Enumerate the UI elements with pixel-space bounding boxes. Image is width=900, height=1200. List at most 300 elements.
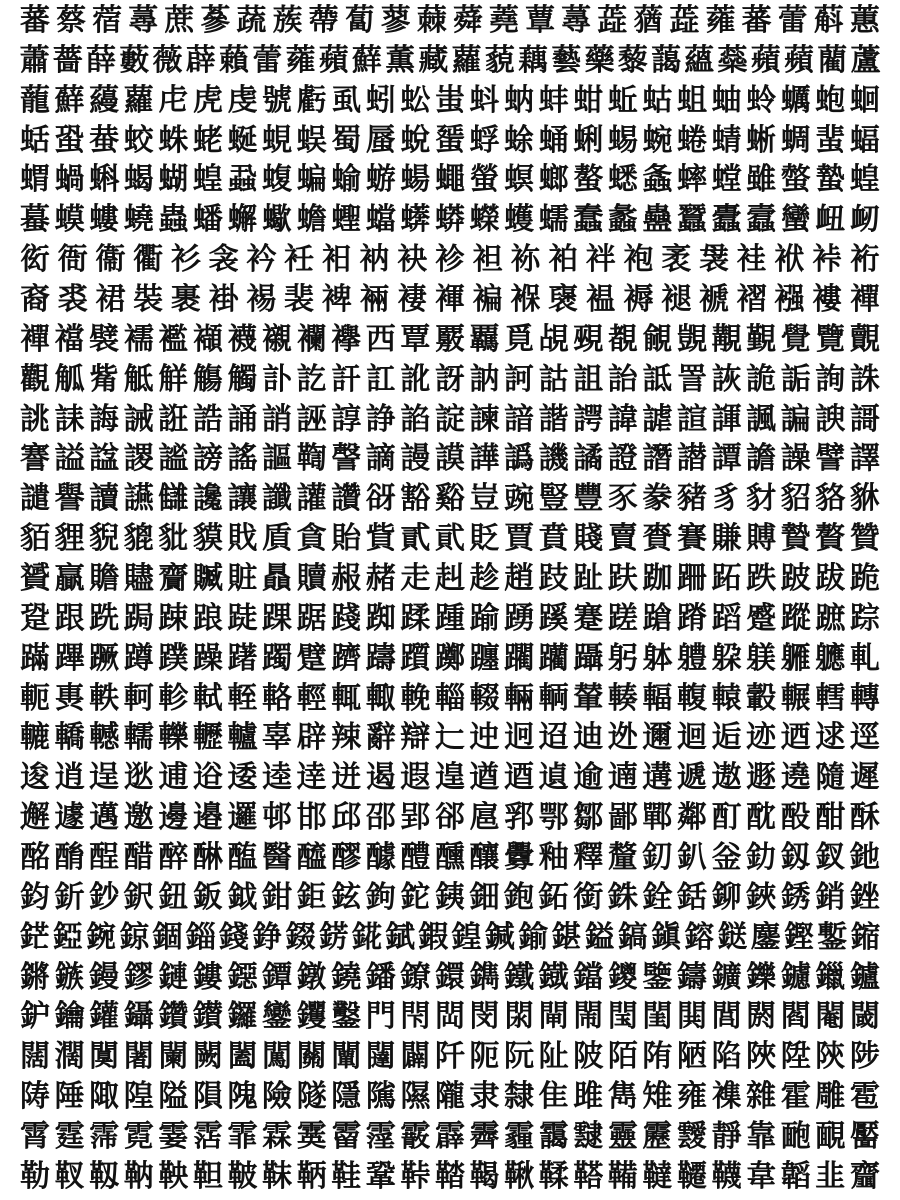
kanji-character: 覯 (711, 322, 742, 357)
kanji-character: 誦 (227, 402, 258, 437)
kanji-character: 蛩 (54, 123, 85, 158)
kanji-character: 訶 (504, 362, 535, 397)
kanji-character: 謠 (227, 442, 258, 477)
kanji-character: 銓 (642, 880, 673, 915)
kanji-character: 跚 (676, 562, 707, 597)
kanji-character: 霆 (54, 1120, 85, 1155)
kanji-character: 釋 (573, 841, 604, 876)
kanji-character: 袤 (661, 243, 692, 278)
kanji-character: 邨 (262, 801, 293, 836)
kanji-character: 跿 (227, 601, 258, 636)
kanji-character: 鏈 (158, 960, 189, 995)
kanji-character: 鞫 (296, 442, 327, 477)
kanji-character: 霓 (123, 1120, 154, 1155)
kanji-character: 趾 (573, 562, 604, 597)
kanji-character: 隱 (331, 1080, 362, 1115)
kanji-character: 衒 (20, 243, 50, 278)
kanji-character: 薔 (52, 43, 83, 78)
kanji-character: 阮 (504, 1040, 535, 1075)
kanji-character: 雋 (607, 1080, 638, 1115)
kanji-character: 閼 (746, 1000, 777, 1035)
kanji-character: 閧 (676, 1000, 707, 1035)
kanji-character: 逞 (89, 761, 120, 796)
kanji-character: 襌 (20, 322, 50, 357)
kanji-character: 蚯 (607, 83, 638, 118)
kanji-character: 覡 (573, 322, 604, 357)
kanji-character: 軛 (20, 681, 50, 716)
kanji-character: 靈 (607, 1120, 638, 1155)
kanji-character: 迸 (331, 761, 362, 796)
kanji-character: 韋 (746, 1159, 777, 1194)
kanji-character: 銷 (815, 880, 846, 915)
kanji-character: 諫 (469, 402, 500, 437)
kanji-character: 蝗 (849, 163, 880, 198)
kanji-character: 雜 (746, 1080, 777, 1115)
kanji-character: 韜 (780, 1159, 811, 1194)
kanji-character: 鄰 (676, 801, 707, 836)
kanji-character: 遞 (676, 761, 707, 796)
kanji-character: 裨 (321, 283, 352, 318)
kanji-character: 遲 (849, 761, 880, 796)
kanji-character: 藪 (119, 43, 150, 78)
character-row (18, 721, 882, 755)
kanji-character: 貎 (89, 522, 120, 557)
kanji-character: 蜍 (504, 123, 535, 158)
kanji-character: 扈 (469, 801, 500, 836)
kanji-character: 辟 (296, 721, 327, 756)
kanji-character: 赧 (331, 562, 362, 597)
kanji-character: 鈬 (123, 880, 154, 915)
kanji-character: 覿 (849, 322, 880, 357)
kanji-character: 蕋 (669, 4, 700, 38)
kanji-character: 觀 (20, 362, 50, 397)
kanji-character: 隹 (538, 1080, 569, 1115)
kanji-character: 酳 (54, 841, 85, 876)
kanji-character: 釖 (642, 841, 673, 876)
kanji-character: 訐 (331, 362, 362, 397)
kanji-character: 蹠 (815, 601, 846, 636)
kanji-character: 蔗 (164, 4, 195, 38)
kanji-character: 陞 (780, 1040, 811, 1075)
character-row (18, 881, 882, 915)
kanji-character: 諠 (676, 402, 707, 437)
character-row (18, 761, 882, 795)
kanji-character: 跟 (54, 601, 85, 636)
kanji-character: 鑠 (746, 960, 777, 995)
kanji-character: 鞆 (296, 1159, 327, 1194)
kanji-character: 貮 (434, 522, 465, 557)
kanji-character: 輟 (469, 681, 500, 716)
kanji-character: 豢 (642, 482, 673, 517)
kanji-character: 襞 (89, 322, 120, 357)
kanji-character: 蟒 (434, 203, 465, 238)
kanji-character: 邁 (89, 801, 120, 836)
character-row (18, 642, 882, 676)
kanji-character: 諤 (573, 402, 604, 437)
kanji-character: 靱 (89, 1159, 120, 1194)
kanji-character: 蹂 (400, 601, 431, 636)
kanji-character: 號 (262, 83, 293, 118)
kanji-character: 躪 (538, 641, 569, 676)
kanji-character: 阯 (538, 1040, 569, 1075)
kanji-character: 鐶 (434, 960, 465, 995)
kanji-character: 酖 (746, 801, 777, 836)
kanji-character: 誂 (20, 402, 50, 437)
kanji-character: 醉 (158, 841, 189, 876)
kanji-character: 謚 (54, 442, 85, 477)
kanji-character: 鐐 (400, 960, 431, 995)
kanji-character: 隍 (123, 1080, 154, 1115)
kanji-character: 隲 (365, 1080, 396, 1115)
kanji-character: 閻 (780, 1000, 811, 1035)
kanji-character: 蓿 (92, 4, 123, 38)
character-sheet (18, 0, 882, 1200)
kanji-character: 閖 (504, 1000, 535, 1035)
kanji-character: 陦 (20, 1080, 50, 1115)
kanji-character: 鈑 (192, 880, 223, 915)
kanji-character: 諞 (780, 402, 811, 437)
kanji-character: 蕾 (252, 43, 283, 78)
character-row (18, 1160, 882, 1194)
kanji-character: 誄 (54, 402, 85, 437)
kanji-character: 蹐 (676, 601, 707, 636)
kanji-character: 蠣 (780, 83, 811, 118)
kanji-character: 鏘 (20, 960, 50, 995)
kanji-character: 靫 (54, 1159, 85, 1194)
character-row (18, 243, 882, 277)
kanji-character: 轆 (20, 721, 50, 756)
kanji-character: 陏 (642, 1040, 673, 1075)
kanji-character: 詈 (676, 362, 707, 397)
kanji-character: 鑞 (815, 960, 846, 995)
kanji-character: 蔛 (813, 4, 844, 38)
kanji-character: 袂 (397, 243, 428, 278)
kanji-character: 覲 (746, 322, 777, 357)
kanji-character: 辯 (400, 721, 431, 756)
kanji-character: 鐵 (504, 960, 535, 995)
kanji-character: 踐 (331, 601, 362, 636)
kanji-character: 蘋 (318, 43, 349, 78)
kanji-character: 螽 (642, 163, 673, 198)
kanji-character: 遘 (642, 761, 673, 796)
kanji-character: 蔕 (308, 4, 339, 38)
kanji-character: 豸 (711, 482, 742, 517)
kanji-character: 郢 (400, 801, 431, 836)
kanji-character: 谿 (434, 482, 465, 517)
kanji-character: 蛞 (20, 123, 50, 158)
kanji-character: 霹 (434, 1120, 465, 1155)
kanji-character: 贅 (815, 522, 846, 557)
kanji-character: 諧 (538, 402, 569, 437)
kanji-character: 褂 (208, 283, 239, 318)
character-row (18, 44, 882, 78)
kanji-character: 螯 (573, 163, 604, 198)
kanji-character: 蛻 (400, 123, 431, 158)
kanji-character: 蠏 (227, 203, 258, 238)
kanji-character: 迺 (780, 721, 811, 756)
kanji-character: 霙 (296, 1120, 327, 1155)
kanji-character: 陂 (573, 1040, 604, 1075)
kanji-character: 蕭 (19, 43, 50, 78)
kanji-character: 霈 (89, 1120, 120, 1155)
kanji-character: 鉞 (227, 880, 258, 915)
kanji-character: 蠶 (676, 203, 707, 238)
kanji-character: 隸 (504, 1080, 535, 1115)
kanji-character: 讌 (123, 482, 154, 517)
kanji-character: 鐓 (296, 960, 327, 995)
kanji-character: 誥 (192, 402, 223, 437)
kanji-character: 藺 (817, 43, 848, 78)
kanji-character: 銼 (849, 880, 880, 915)
kanji-character: 襯 (262, 322, 293, 357)
character-row (18, 283, 882, 317)
kanji-character: 蕹 (285, 43, 316, 78)
kanji-character: 蜀 (331, 123, 362, 158)
kanji-character: 靼 (192, 1159, 223, 1194)
kanji-character: 霪 (365, 1120, 396, 1155)
kanji-character: 蠧 (746, 203, 777, 238)
kanji-character: 韃 (642, 1159, 673, 1194)
character-row (18, 84, 882, 118)
kanji-character: 蜩 (780, 123, 811, 158)
kanji-character: 薇 (152, 43, 183, 78)
kanji-character: 衿 (246, 243, 277, 278)
kanji-character: 戝 (227, 522, 258, 557)
kanji-character: 鐫 (469, 960, 500, 995)
kanji-character: 錺 (318, 920, 349, 955)
kanji-character: 鄲 (642, 801, 673, 836)
kanji-character: 衞 (95, 243, 126, 278)
kanji-character: 蘢 (20, 83, 50, 118)
kanji-character: 跏 (642, 562, 673, 597)
kanji-character: 蝙 (296, 163, 327, 198)
kanji-character: 襌 (849, 283, 880, 318)
kanji-character: 蜉 (469, 123, 500, 158)
kanji-character: 軈 (815, 641, 846, 676)
kanji-character: 蠍 (262, 203, 293, 238)
kanji-character: 醺 (434, 841, 465, 876)
kanji-character: 賽 (676, 522, 707, 557)
kanji-character: 蛄 (642, 83, 673, 118)
kanji-character: 觸 (227, 362, 258, 397)
kanji-character: 銜 (573, 880, 604, 915)
kanji-character: 覬 (676, 322, 707, 357)
kanji-character: 韈 (711, 1159, 742, 1194)
kanji-character: 裝 (133, 283, 164, 318)
kanji-character: 鉐 (538, 880, 569, 915)
kanji-character: 鍮 (518, 920, 549, 955)
kanji-character: 螢 (469, 163, 500, 198)
kanji-character: 裼 (246, 283, 277, 318)
kanji-character: 軋 (849, 641, 880, 676)
kanji-character: 輾 (780, 681, 811, 716)
kanji-character: 貪 (296, 522, 327, 557)
kanji-character: 跣 (89, 601, 120, 636)
kanji-character: 躑 (434, 641, 465, 676)
kanji-character: 蚣 (400, 83, 431, 118)
kanji-character: 鑚 (192, 1000, 223, 1035)
kanji-character: 蝌 (89, 163, 120, 198)
kanji-character: 蛛 (158, 123, 189, 158)
kanji-character: 蟶 (331, 203, 362, 238)
kanji-character: 閭 (711, 1000, 742, 1035)
kanji-character: 踵 (434, 601, 465, 636)
kanji-character: 贊 (849, 522, 880, 557)
kanji-character: 蘊 (684, 43, 715, 78)
kanji-character: 賺 (711, 522, 742, 557)
character-row (18, 522, 882, 556)
kanji-character: 銛 (676, 880, 707, 915)
kanji-character: 逑 (815, 721, 846, 756)
kanji-character: 蜈 (296, 123, 327, 158)
kanji-character: 鞴 (607, 1159, 638, 1194)
kanji-character: 譴 (20, 482, 50, 517)
kanji-character: 蔡 (56, 4, 87, 38)
kanji-character: 鏝 (89, 960, 120, 995)
kanji-character: 蠹 (711, 203, 742, 238)
kanji-character: 濶 (54, 1040, 85, 1075)
kanji-character: 螻 (89, 203, 120, 238)
kanji-character: 鑁 (607, 960, 638, 995)
kanji-character: 轎 (54, 721, 85, 756)
kanji-character: 邀 (123, 801, 154, 836)
kanji-character: 軻 (123, 681, 154, 716)
kanji-character: 鋏 (746, 880, 777, 915)
kanji-character: 鎬 (617, 920, 648, 955)
kanji-character: 隗 (227, 1080, 258, 1115)
kanji-character: 鎭 (651, 920, 682, 955)
kanji-character: 謌 (849, 402, 880, 437)
kanji-character: 詆 (642, 362, 673, 397)
kanji-character: 蠎 (400, 203, 431, 238)
kanji-character: 靤 (780, 1120, 811, 1155)
kanji-character: 鏖 (750, 920, 781, 955)
kanji-character: 褊 (472, 283, 503, 318)
kanji-character: 逍 (54, 761, 85, 796)
kanji-character: 謳 (262, 442, 293, 477)
kanji-character: 蕕 (633, 4, 664, 38)
kanji-character: 蟠 (192, 203, 223, 238)
kanji-character: 袮 (510, 243, 541, 278)
kanji-character: 逕 (849, 721, 880, 756)
kanji-character: 豼 (158, 522, 189, 557)
kanji-character: 靄 (538, 1120, 569, 1155)
kanji-character: 謐 (158, 442, 189, 477)
kanji-character: 陋 (676, 1040, 707, 1075)
kanji-character: 謗 (192, 442, 223, 477)
kanji-character: 錢 (219, 920, 250, 955)
kanji-character: 覊 (469, 322, 500, 357)
kanji-character: 辜 (262, 721, 293, 756)
kanji-character: 逧 (192, 761, 223, 796)
kanji-character: 誡 (123, 402, 154, 437)
kanji-character: 輛 (504, 681, 535, 716)
kanji-character: 蝟 (20, 163, 50, 198)
kanji-character: 誑 (158, 402, 189, 437)
kanji-character: 醵 (365, 841, 396, 876)
kanji-character: 齎 (158, 562, 189, 597)
kanji-character: 鑿 (331, 1000, 362, 1035)
kanji-character: 醴 (400, 841, 431, 876)
kanji-character: 譁 (469, 442, 500, 477)
kanji-character: 西 (365, 322, 396, 357)
kanji-character: 衵 (321, 243, 352, 278)
kanji-character: 蘋 (784, 43, 814, 78)
kanji-character: 靠 (746, 1120, 777, 1155)
kanji-character: 蚶 (573, 83, 604, 118)
kanji-character: 蘰 (89, 83, 120, 118)
kanji-character: 鋩 (19, 920, 50, 955)
kanji-character: 闡 (331, 1040, 362, 1075)
kanji-character: 訃 (262, 362, 293, 397)
kanji-character: 襴 (296, 322, 327, 357)
kanji-character: 逾 (573, 761, 604, 796)
character-row (18, 442, 882, 476)
kanji-character: 逶 (227, 761, 258, 796)
kanji-character: 貲 (365, 522, 396, 557)
kanji-character: 鍖 (551, 920, 582, 955)
kanji-character: 遨 (711, 761, 742, 796)
kanji-character: 逹 (296, 761, 327, 796)
kanji-character: 鞣 (538, 1159, 569, 1194)
kanji-character: 衢 (133, 243, 164, 278)
kanji-character: 蹉 (607, 601, 638, 636)
kanji-character: 醯 (296, 841, 327, 876)
kanji-character: 陜 (746, 1040, 777, 1075)
kanji-character: 鏥 (850, 920, 881, 955)
kanji-character: 藥 (584, 43, 615, 78)
kanji-character: 貶 (469, 522, 500, 557)
kanji-character: 裘 (57, 283, 88, 318)
kanji-character: 陲 (54, 1080, 85, 1115)
kanji-character: 闢 (400, 1040, 431, 1075)
kanji-character: 鑰 (54, 1000, 85, 1035)
kanji-character: 蠑 (469, 203, 500, 238)
kanji-character: 詼 (711, 362, 742, 397)
kanji-character: 衲 (359, 243, 390, 278)
kanji-character: 鄙 (607, 801, 638, 836)
kanji-character: 蕹 (705, 4, 736, 38)
kanji-character: 霾 (504, 1120, 535, 1155)
kanji-character: 蜿 (642, 123, 673, 158)
kanji-character: 藹 (651, 43, 682, 78)
kanji-character: 闊 (20, 1040, 50, 1075)
kanji-character: 霖 (262, 1120, 293, 1155)
kanji-character: 郛 (504, 801, 535, 836)
kanji-character: 霤 (331, 1120, 362, 1155)
kanji-character: 豺 (746, 482, 777, 517)
kanji-character: 轤 (227, 721, 258, 756)
kanji-character: 輦 (573, 681, 604, 716)
character-row (18, 1120, 882, 1154)
kanji-character: 鈿 (469, 880, 500, 915)
kanji-character: 誅 (849, 362, 880, 397)
kanji-character: 豁 (400, 482, 431, 517)
kanji-character: 軅 (780, 641, 811, 676)
kanji-character: 虍 (158, 83, 189, 118)
kanji-character: 轌 (815, 681, 846, 716)
kanji-character: 齏 (849, 1159, 880, 1194)
kanji-character: 逎 (504, 761, 535, 796)
kanji-character: 貳 (400, 522, 431, 557)
kanji-character: 轂 (746, 681, 777, 716)
kanji-character: 襠 (54, 322, 85, 357)
kanji-character: 蕾 (777, 4, 808, 38)
kanji-character: 襃 (548, 283, 579, 318)
character-row (18, 1000, 882, 1034)
kanji-character: 詢 (815, 362, 846, 397)
kanji-character: 邱 (331, 801, 362, 836)
